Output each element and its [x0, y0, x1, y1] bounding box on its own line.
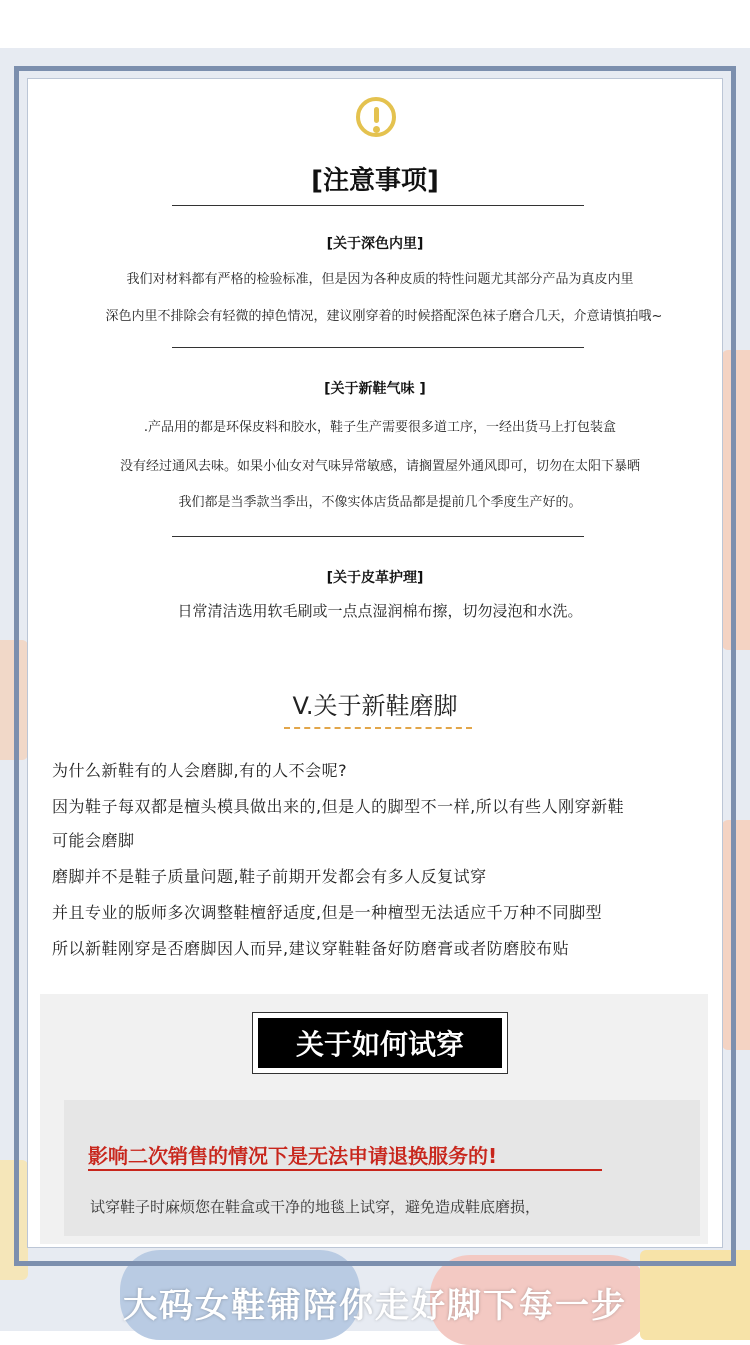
blister-text: 所以新鞋刚穿是否磨脚因人而异,建议穿鞋鞋备好防磨膏或者防磨胶布贴 [52, 939, 570, 958]
blister-title: V.关于新鞋磨脚 [292, 692, 458, 720]
warning-underline [88, 1169, 602, 1171]
section-text: .产品用的都是环保皮料和胶水，鞋子生产需要很多道工序，一经出货马上打包装盒 [143, 420, 617, 435]
section-heading: [关于深色内里] [326, 236, 424, 252]
top-strip [0, 0, 750, 48]
exclamation-circle-icon [356, 97, 396, 137]
section-text: 我们对材料都有严格的检验标准，但是因为各种皮质的特性问题尤其部分产品为真皮内里 [126, 272, 634, 287]
try-on-note: 试穿鞋子时麻烦您在鞋盒或干净的地毯上试穿，避免造成鞋底磨损， [90, 1198, 541, 1216]
divider [172, 347, 584, 348]
section-text: 没有经过通风去味。如果小仙女对气味异常敏感，请搁置屋外通风即可，切勿在太阳下暴晒 [119, 459, 640, 474]
blister-text: 为什么新鞋有的人会磨脚,有的人不会呢? [52, 761, 348, 780]
section-text: 我们都是当季款当季出，不像实体店货品都是提前几个季度生产好的。 [178, 495, 582, 510]
divider [172, 205, 584, 206]
footer-slogan: 大码女鞋铺陪你走好脚下每一步 [123, 1286, 627, 1326]
blister-text: 磨脚并不是鞋子质量问题,鞋子前期开发都会有多人反复试穿 [52, 867, 487, 886]
dashed-divider [284, 727, 472, 729]
blister-text: 并且专业的版师多次调整鞋檀舒适度,但是一种檀型无法适应千万种不同脚型 [52, 903, 603, 922]
section-heading: [关于皮革护理] [326, 570, 424, 586]
page-title: [注意事项] [311, 166, 439, 196]
try-on-heading: 关于如何试穿 [258, 1018, 502, 1068]
try-on-heading-box [252, 1012, 508, 1074]
return-warning: 影响二次销售的情况下是无法申请退换服务的! [88, 1144, 498, 1168]
blister-text: 可能会磨脚 [52, 831, 135, 850]
section-heading: [关于新鞋气味 ] [324, 381, 426, 397]
blister-text: 因为鞋子每双都是檀头模具做出来的,但是人的脚型不一样,所以有些人刚穿新鞋 [52, 797, 625, 816]
section-text: 深色内里不排除会有轻微的掉色情况，建议刚穿着的时候搭配深色袜子磨合几天，介意请慎拍哦~ [105, 309, 663, 324]
divider [172, 536, 584, 537]
section-text: 日常清洁选用软毛刷或一点点湿润棉布擦，切勿浸泡和水洗。 [177, 602, 583, 620]
